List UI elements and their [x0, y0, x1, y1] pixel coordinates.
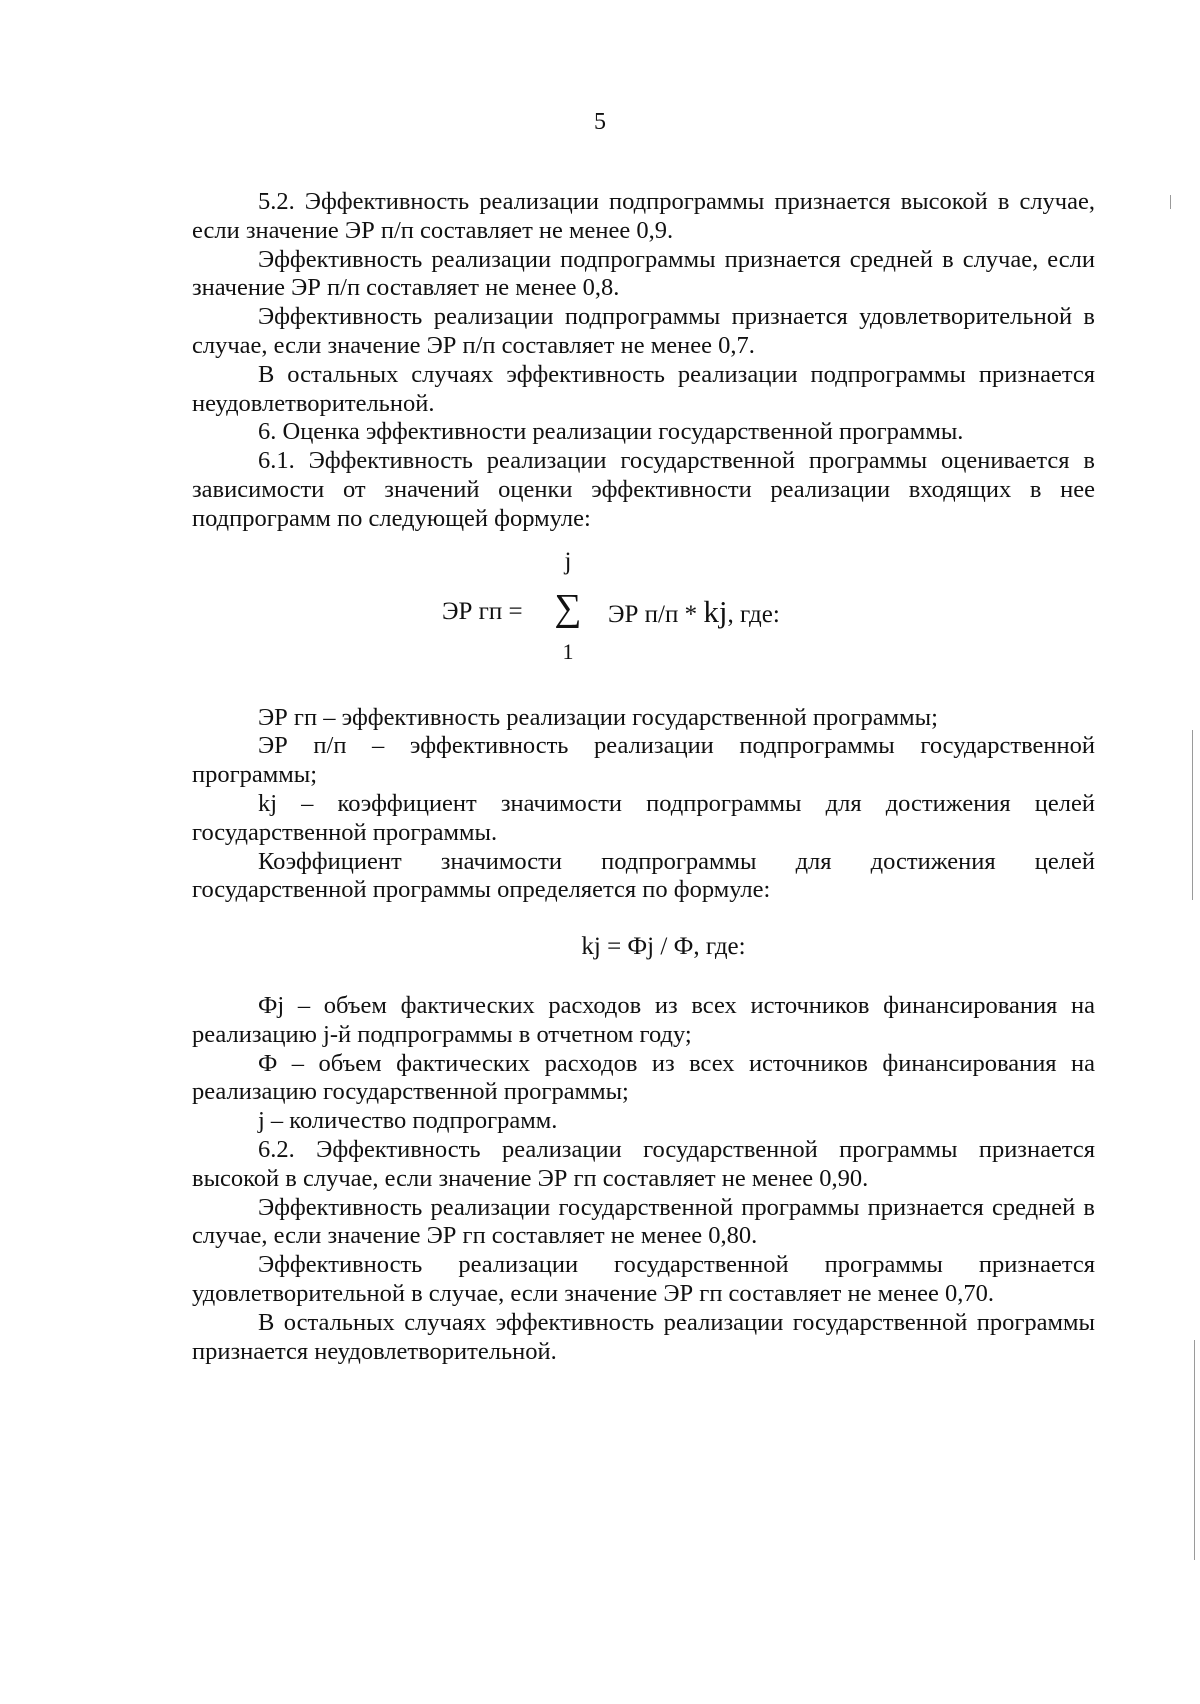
formula-suffix: , где:: [727, 600, 780, 628]
paragraph-5-2-medium: Эффективность реализации подпрограммы признается средней в случае, если значение ЭР п/п составляет не менее 0,8.: [192, 245, 1095, 302]
scan-edge-mark: [1194, 1340, 1195, 1560]
summation-lower-limit: 1: [562, 638, 574, 664]
page-number: 5: [594, 109, 606, 135]
summation-upper-limit: j: [564, 547, 572, 575]
definition-fj: Фj – объем фактических расходов из всех источников финансирования на реализацию j-й подпрограммы в отчетном году;: [192, 991, 1095, 1048]
definition-er-pp: ЭР п/п – эффективность реализации подпрограммы государственной программы;: [192, 732, 1095, 789]
paragraph-6-2-high: 6.2. Эффективность реализации государственной программы признается высокой в случае, если значение ЭР гп составляет не менее 0,90.: [192, 1135, 1095, 1192]
formula-rhs: [608, 593, 780, 630]
paragraph-kj-intro: Коэффициент значимости подпрограммы для достижения целей государственной программы определяется по формуле:: [192, 847, 1095, 904]
paragraph-6-2-satisfactory: Эффективность реализации государственной программы признается удовлетворительной в случае, если значение ЭР гп составляет не менее 0,70.: [192, 1251, 1095, 1307]
formula-kj: kj: [703, 593, 728, 629]
definition-f: Ф – объем фактических расходов из всех источников финансирования на реализацию государственной программы;: [192, 1049, 1095, 1106]
formula-er-gp: [192, 542, 1095, 698]
definition-j: j – количество подпрограмм.: [258, 1107, 558, 1135]
paragraph-6-2-unsatisfactory: В остальных случаях эффективность реализации государственной программы признается неудовлетворительной.: [192, 1308, 1095, 1365]
paragraph-6-2-medium: Эффективность реализации государственной программы признается средней в случае, если значение ЭР гп составляет не менее 0,80.: [192, 1193, 1095, 1250]
paragraph-5-2-unsatisfactory: В остальных случаях эффективность реализации подпрограммы признается неудовлетворительной.: [192, 360, 1095, 417]
paragraph-6-1: 6.1. Эффективность реализации государственной программы оценивается в зависимости от значений оценки эффективности реализации входящих в нее подпрограмм по следующей формуле:: [192, 447, 1095, 532]
section-6-heading: 6. Оценка эффективности реализации государственной программы.: [258, 418, 964, 446]
summation-sign: ∑: [554, 586, 582, 629]
definition-kj: kj – коэффициент значимости подпрограммы для достижения целей государственной программы.: [192, 789, 1095, 846]
formula-term: ЭР п/п *: [608, 600, 698, 628]
document-body: [192, 188, 1095, 1366]
paragraph-5-2-high: 5.2. Эффективность реализации подпрограммы признается высокой в случае, если значение ЭР п/п составляет не менее 0,9.: [192, 188, 1095, 244]
formula-lhs: ЭР гп =: [442, 597, 523, 625]
scan-edge-mark: [1170, 195, 1171, 209]
formula-kj-ratio: kj = Фj / Ф, где:: [581, 933, 746, 961]
definition-er-gp: ЭР гп – эффективность реализации государственной программы;: [258, 703, 938, 731]
scan-edge-mark: [1192, 730, 1193, 900]
paragraph-5-2-satisfactory: Эффективность реализации подпрограммы признается удовлетворительной в случае, если значение ЭР п/п составляет не менее 0,7.: [192, 303, 1095, 359]
